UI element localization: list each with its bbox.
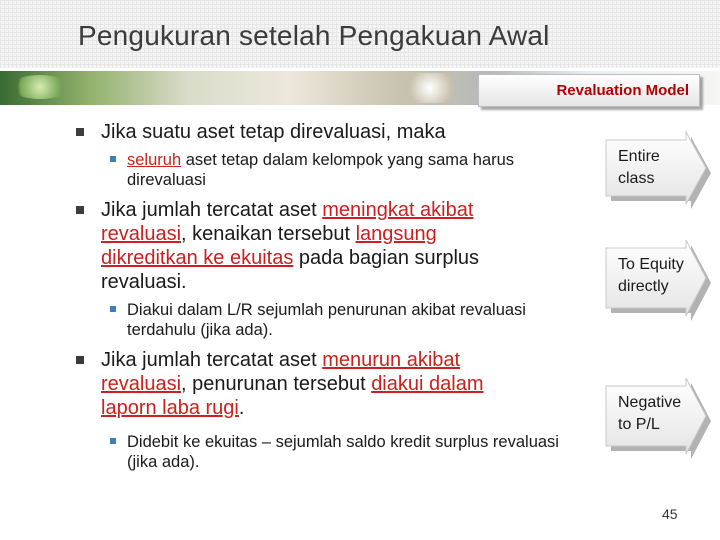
bullet-3-sub (66, 432, 577, 472)
arrow-1-line-2: class (618, 170, 655, 187)
bullet-3-text-b: , penurunan tersebut (181, 373, 372, 395)
arrow-callout-to-equity (600, 238, 712, 322)
bullet-2-text-a: Jika jumlah tercatat aset (101, 199, 323, 221)
bullet-3-sub-text: Didebit ke ekuitas – sejumlah saldo kredit surplus revaluasi (jika ada). (127, 433, 559, 471)
revaluation-model-badge (478, 74, 700, 107)
bullet-1-sub (66, 150, 586, 190)
arrow-3-line-2: to P/L (618, 416, 660, 433)
bullet-1-sub-text: aset tetap dalam kelompok yang sama harus direvaluasi (127, 151, 515, 189)
bullet-2 (66, 198, 531, 294)
bullet-2-highlight-1: meningkat akibat revaluasi (101, 199, 474, 245)
banner-decoration-left (10, 75, 70, 99)
bullet-2-highlight-2: langsung dikreditkan ke ekuitas (101, 223, 437, 269)
bullet-3-highlight-1: menurun akibat revaluasi (101, 349, 461, 395)
bullet-3 (66, 348, 531, 420)
arrow-3-line-1: Negative (618, 394, 682, 411)
bullet-1-sub-highlight: seluruh (127, 151, 182, 169)
banner-decoration-center (395, 73, 465, 103)
bullet-2-sub-text: Diakui dalam L/R sejumlah penurunan akibat revaluasi terdahulu (jika ada). (127, 301, 526, 339)
arrow-2-line-1: To Equity (618, 256, 684, 273)
bullet-1-text: Jika suatu aset tetap direvaluasi, maka (101, 121, 446, 143)
arrow-1-line-1: Entire (618, 148, 660, 165)
bullet-3-highlight-2: diakui dalam laporn laba rugi (101, 373, 484, 419)
bullet-2-text-b: , kenaikan tersebut (181, 223, 356, 245)
arrow-callout-negative-pl (600, 376, 712, 460)
arrow-1-label (618, 146, 660, 190)
bullet-2-text-c: pada bagian surplus revaluasi. (101, 247, 480, 293)
square-bullet-icon (110, 306, 116, 312)
bullet-1 (66, 120, 586, 144)
bullet-3-text-c: . (238, 397, 245, 419)
arrow-3-label (618, 392, 681, 436)
arrow-callout-entire-class (600, 130, 712, 210)
page-number: 45 (662, 506, 678, 522)
bullet-3-text-a: Jika jumlah tercatat aset (101, 349, 323, 371)
arrow-2-label (618, 254, 684, 298)
square-bullet-icon (110, 156, 116, 162)
badge-label: Revaluation Model (556, 82, 689, 99)
arrow-2-line-2: directly (618, 278, 669, 295)
bullet-2-sub (66, 300, 527, 340)
square-bullet-icon (110, 438, 116, 444)
slide-content (66, 120, 586, 480)
square-bullet-icon (76, 356, 84, 364)
square-bullet-icon (76, 128, 84, 136)
square-bullet-icon (76, 206, 84, 214)
slide-title: Pengukuran setelah Pengakuan Awal (78, 20, 550, 51)
